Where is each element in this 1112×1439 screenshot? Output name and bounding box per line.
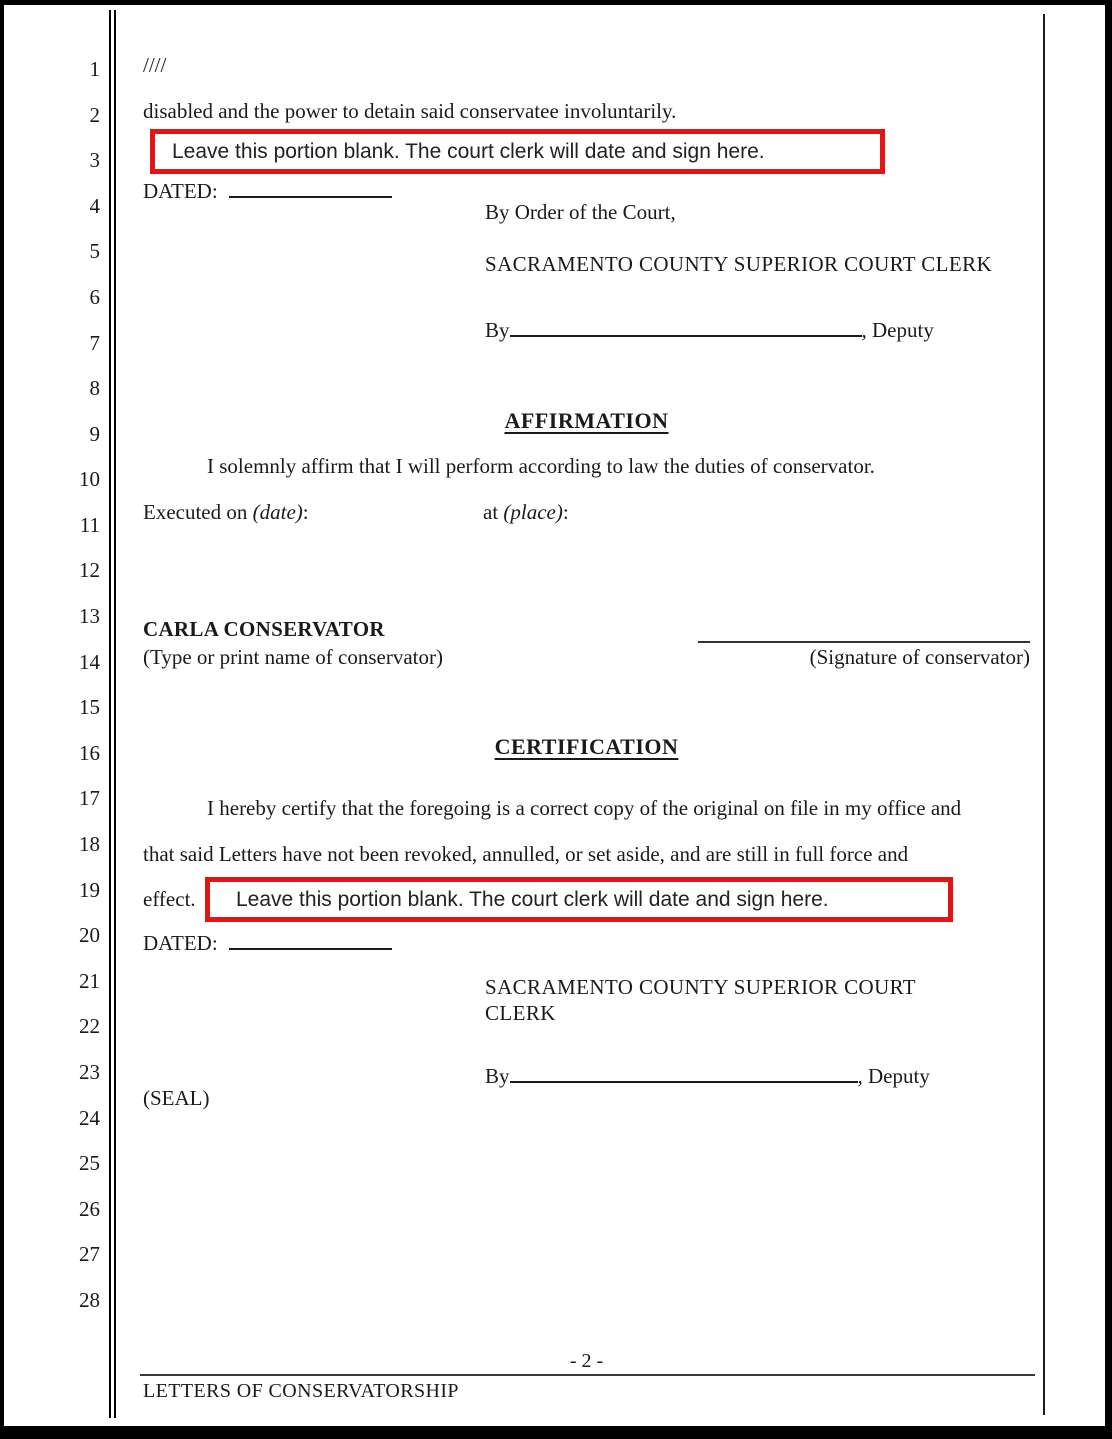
line-number: 19 [79, 877, 100, 902]
certification-line-2: that said Letters have not been revoked, annulled, or set aside, and are still in full force and [143, 841, 909, 866]
dated-label: DATED: [143, 179, 218, 203]
line-number: 9 [89, 421, 100, 446]
at-place-label [483, 500, 569, 525]
intro-paragraph-line: disabled and the power to detain said conservatee involuntarily. [143, 99, 677, 123]
continuation-slashes: //// [143, 53, 167, 77]
court-clerk-name-wrapped [485, 974, 916, 1026]
line-number: 27 [79, 1242, 100, 1267]
certification-line-1: I hereby certify that the foregoing is a correct copy of the original on file in my office and [207, 796, 962, 820]
line-number: 4 [89, 193, 100, 218]
line-number: 10 [79, 467, 100, 492]
deputy-blank-line [510, 314, 862, 337]
by-label: By [485, 318, 510, 342]
deputy-label: , Deputy [857, 1064, 930, 1088]
line-number: 8 [89, 376, 100, 401]
line-number: 24 [79, 1105, 100, 1130]
by-label: By [485, 1064, 510, 1088]
footer-document-title: LETTERS OF CONSERVATORSHIP [143, 1380, 459, 1402]
line-number: 7 [89, 330, 100, 355]
right-margin-rule [1043, 14, 1045, 1415]
line-number: 25 [79, 1151, 100, 1176]
seal-label: (SEAL) [143, 1086, 210, 1110]
line-number: 28 [79, 1287, 100, 1312]
dated-label: DATED: [143, 931, 218, 955]
at-prefix: at [483, 500, 504, 524]
line-number: 14 [79, 649, 100, 674]
clerk-name-line-1: SACRAMENTO COUNTY SUPERIOR COURT [485, 975, 917, 999]
deputy-label: , Deputy [861, 318, 934, 342]
callout-text: Leave this portion blank. The court clerk will date and sign here. [236, 887, 829, 911]
certification-line-3: effect. [143, 887, 196, 911]
dated-row-1 [143, 175, 392, 204]
certification-heading: CERTIFICATION [494, 734, 679, 759]
line-number: 2 [89, 102, 100, 127]
clerk-instruction-callout-2 [205, 877, 953, 922]
line-number: 22 [79, 1014, 100, 1039]
line-number: 11 [79, 512, 100, 537]
line-number: 1 [89, 57, 100, 81]
conservator-signature-line [698, 641, 1030, 643]
clerk-instruction-callout-1 [150, 129, 885, 174]
executed-prefix: Executed on [143, 500, 253, 524]
deputy-signature-row-1 [485, 314, 934, 343]
page-number: - 2 - [569, 1350, 604, 1372]
line-number: 23 [79, 1059, 100, 1084]
dated-row-2 [143, 927, 392, 956]
line-number: 5 [89, 239, 100, 264]
pleading-double-rule [109, 10, 116, 1418]
by-order-line: By Order of the Court, [485, 200, 676, 224]
line-number: 21 [79, 968, 100, 993]
callout-text: Leave this portion blank. The court clerk will date and sign here. [172, 139, 765, 163]
place-placeholder: (place) [503, 500, 563, 524]
line-number: 16 [79, 740, 100, 765]
conservator-name: CARLA CONSERVATOR [143, 617, 385, 641]
line-number: 17 [79, 786, 100, 811]
deputy-signature-row-2 [485, 1060, 930, 1089]
executed-colon: : [302, 500, 309, 524]
line-number: 6 [89, 284, 100, 309]
affirmation-body: I solemnly affirm that I will perform according to law the duties of conservator. [207, 454, 875, 478]
line-number: 20 [79, 923, 100, 948]
executed-on-label [143, 500, 309, 525]
dated-blank-line [229, 927, 392, 950]
line-number: 15 [79, 695, 100, 720]
dated-blank-line [229, 175, 392, 198]
line-number: 18 [79, 832, 100, 857]
conservator-type-label: (Type or print name of conservator) [143, 645, 443, 669]
line-number: 13 [79, 604, 100, 629]
clerk-name-line-2: CLERK [485, 1001, 556, 1025]
conservator-signature-label: (Signature of conservator) [809, 645, 1030, 669]
court-clerk-name-full: SACRAMENTO COUNTY SUPERIOR COURT CLERK [485, 252, 993, 276]
line-number: 26 [79, 1196, 100, 1221]
deputy-blank-line [510, 1060, 858, 1083]
affirmation-heading: AFFIRMATION [504, 408, 669, 433]
footer-rule [140, 1374, 1035, 1376]
line-number: 12 [79, 558, 100, 583]
line-number: 3 [89, 148, 100, 173]
at-colon: : [562, 500, 569, 524]
date-placeholder: (date) [252, 500, 303, 524]
